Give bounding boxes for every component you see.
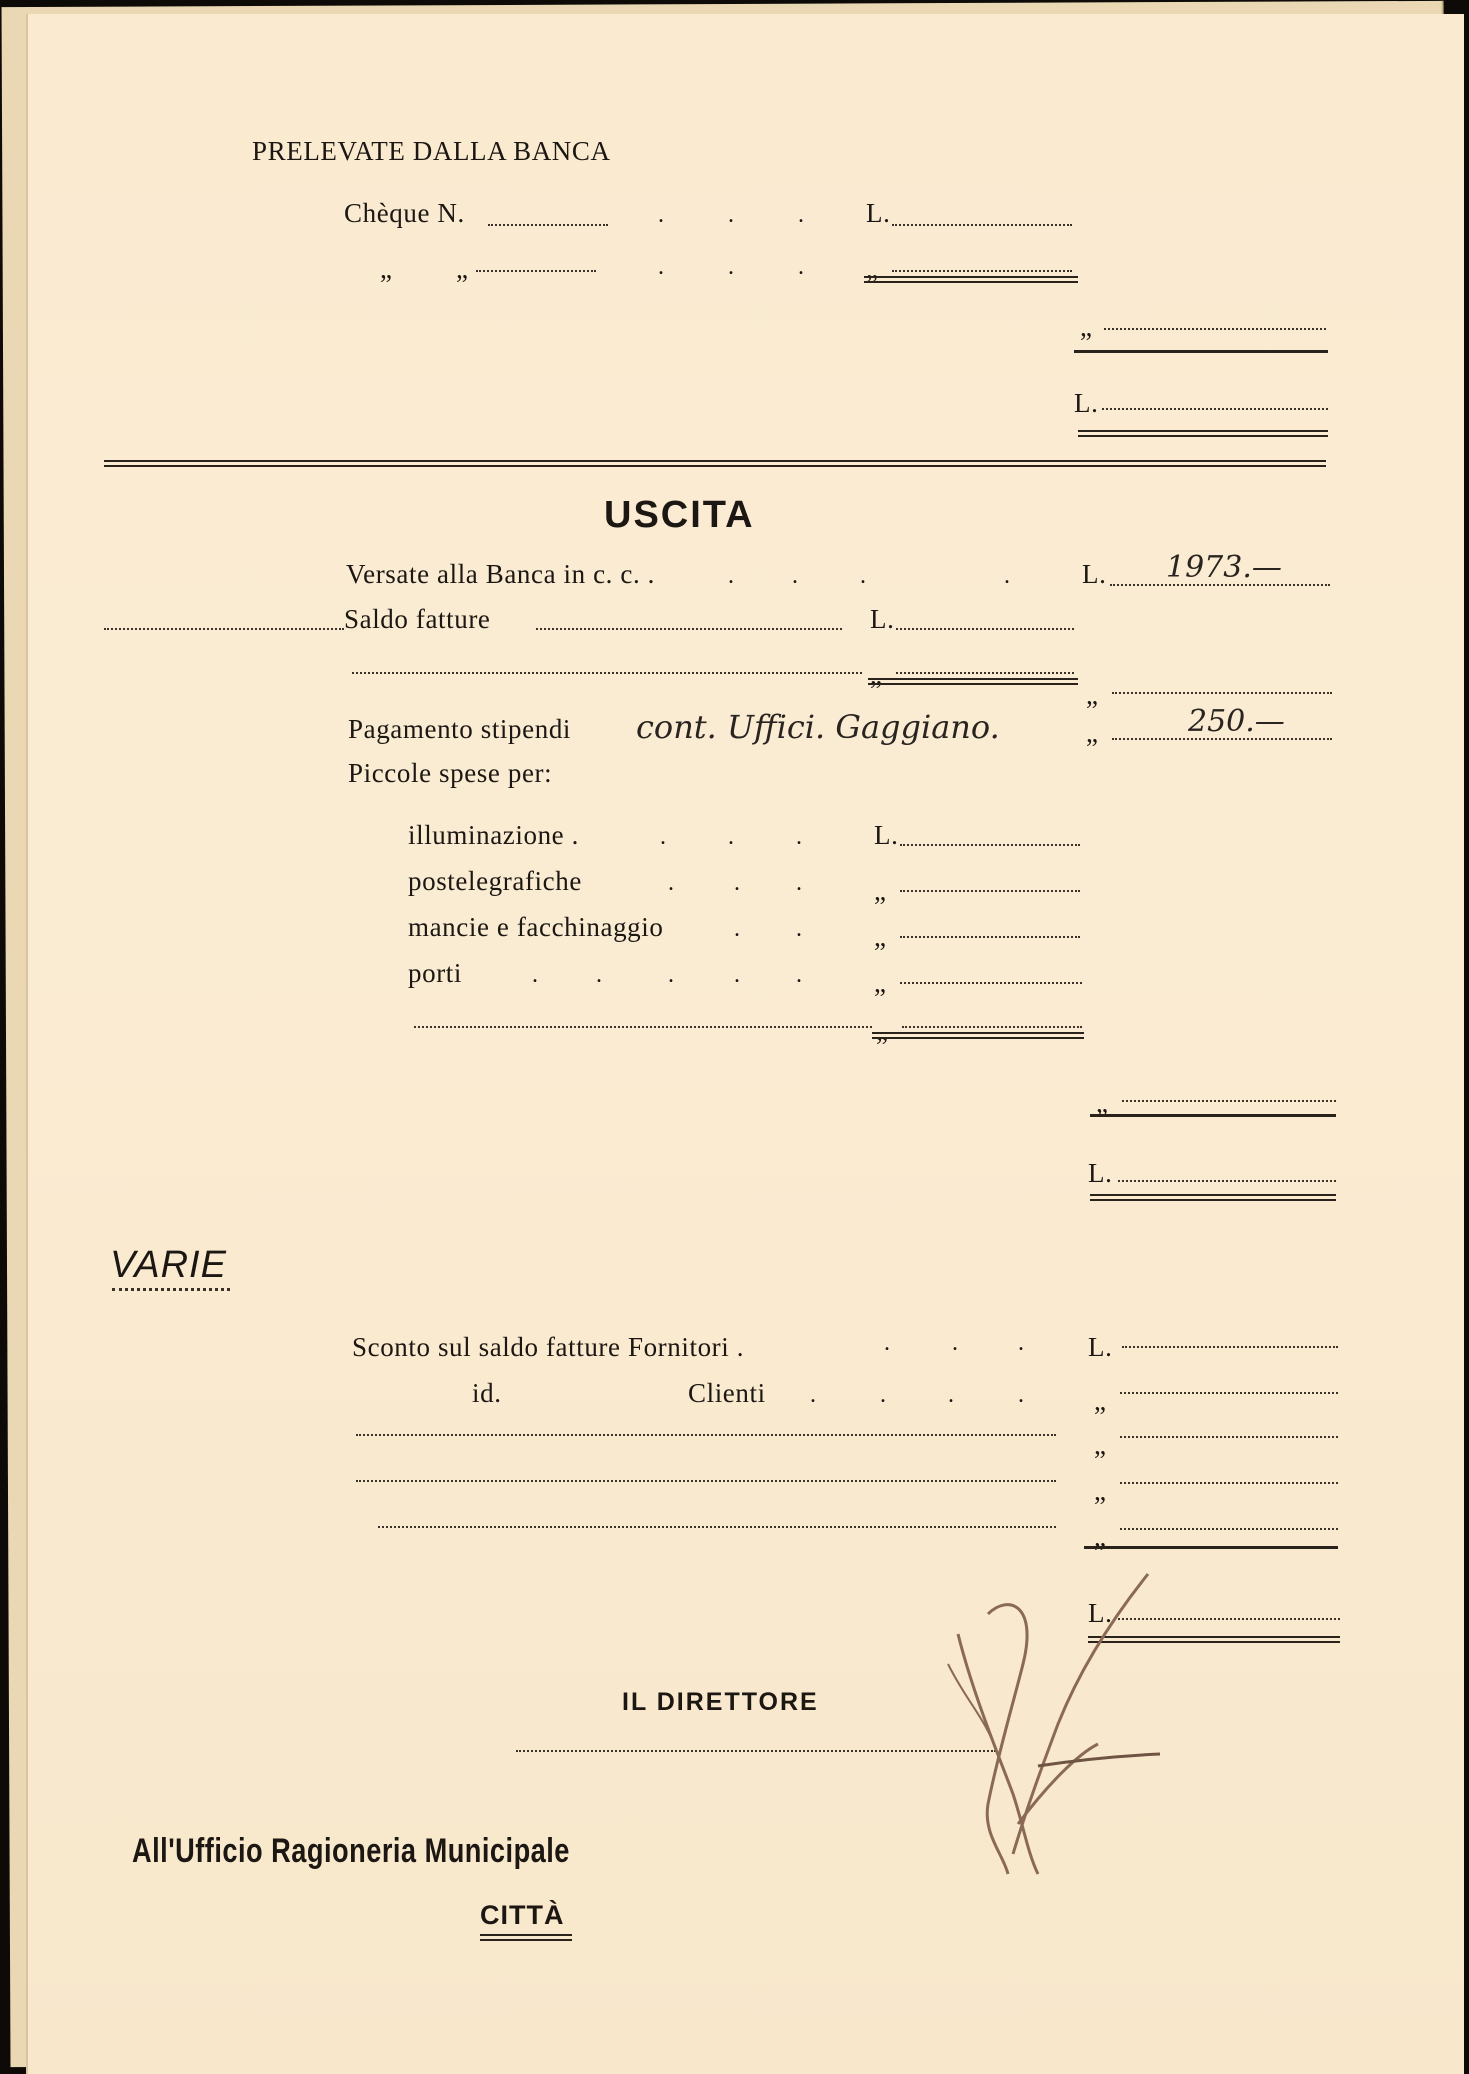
saldo-label: Saldo fatture	[344, 604, 491, 634]
sconto-fornitori-label: Sconto sul saldo fatture Fornitori .	[352, 1332, 745, 1362]
signature-line	[516, 1750, 996, 1752]
versate-label: Versate alla Banca in c. c. .	[346, 559, 656, 589]
prelevate-subtotal-line	[1104, 328, 1326, 330]
extra-amount-line	[896, 672, 1074, 674]
id-label: id.	[472, 1378, 502, 1408]
cheque-amount-line	[892, 224, 1072, 226]
prelevate-total-line	[1102, 408, 1328, 410]
piccole-spese-label: Piccole spese per:	[348, 758, 553, 788]
ditto-mark: „	[456, 254, 469, 284]
ditto-mark: „	[1094, 1522, 1107, 1552]
ditto-mark: „	[866, 254, 879, 284]
ditto-mark: „	[874, 968, 887, 998]
varie-title: VARIE	[110, 1244, 227, 1286]
illuminazione-amount-line	[900, 844, 1080, 846]
postelegrafiche-label: postelegrafiche	[408, 866, 582, 896]
ditto-mark: „	[1086, 680, 1099, 710]
ditto-mark: „	[1080, 312, 1093, 342]
sconto-clienti-amount-line	[1120, 1392, 1338, 1394]
ditto-mark: „	[1094, 1386, 1107, 1416]
director-signature	[928, 1554, 1168, 1884]
saldo-description-line	[104, 628, 344, 630]
direttore-label: IL DIRETTORE	[622, 1688, 819, 1716]
porti-label: porti	[408, 958, 462, 988]
varie-amount-line-3	[1120, 1528, 1338, 1530]
other-expense-line	[414, 1026, 872, 1028]
illuminazione-currency: L.	[874, 820, 899, 850]
cheque-currency: L.	[866, 198, 891, 228]
saldo-currency: L.	[870, 604, 895, 634]
sconto-fornitori-currency: L.	[1088, 1332, 1113, 1362]
mancie-amount-line	[900, 936, 1080, 938]
postelegrafiche-amount-line	[900, 890, 1080, 892]
citta-label: CITTÀ	[480, 1900, 565, 1930]
stipendi-note: cont. Uffici. Gaggiano.	[636, 708, 1000, 746]
varie-underline	[112, 1288, 230, 1291]
clienti-label: Clienti	[688, 1378, 766, 1408]
ditto-mark: „	[874, 876, 887, 906]
varie-amount-line-1	[1120, 1436, 1338, 1438]
versate-amount: 1973.—	[1166, 550, 1282, 585]
illuminazione-label: illuminazione .	[408, 820, 579, 850]
citta-underline	[480, 1934, 572, 1941]
ditto-mark: „	[1096, 1088, 1109, 1118]
stipendi-label: Pagamento stipendi	[348, 714, 572, 744]
prelevate-total-currency: L.	[1074, 388, 1099, 418]
form-sheet: PRELEVATE DALLA BANCA Chèque N. . . . L. „ „ . . . „ „ L. USCITA Versate alla Banca in c. c. . . . . . L. 1973.— Saldo fatture L. „ „ Pagamento stipendi cont. Uffici. Gaggiano. „ 250.— Piccole spese per: illuminazione . . . . L. postelegrafiche . . . „ mancie e facchinaggio . . „ porti . . . . . „ „ „ L. VARIE Sconto sul saldo fatture Fornitori . . . . L. id. Clienti . . . . „ „ „ „ L. IL DIRETTORE All'Ufficio Ragioneria Municipale CITTÀ	[28, 14, 1464, 2074]
cheque-amount-line-2	[892, 270, 1072, 272]
saldo-amount-line	[896, 628, 1074, 630]
sconto-fornitori-amount-line	[1122, 1346, 1338, 1348]
stipendi-amount: 250.—	[1188, 704, 1285, 739]
uscita-subtotal-line	[1112, 692, 1332, 694]
varie-description-line-2	[356, 1480, 1056, 1482]
prelevate-title: PRELEVATE DALLA BANCA	[252, 136, 611, 166]
ditto-mark: „	[874, 922, 887, 952]
ditto-mark: „	[876, 1016, 889, 1046]
uscita-subtotal-line-2	[1122, 1100, 1336, 1102]
ufficio-ragioneria-label: All'Ufficio Ragioneria Municipale	[132, 1832, 570, 1870]
section-separator	[104, 460, 1326, 467]
ditto-mark: „	[1086, 718, 1099, 748]
saldo-detail-line	[536, 628, 842, 630]
varie-total-currency: L.	[1088, 1598, 1113, 1628]
uscita-total-line	[1118, 1180, 1336, 1182]
varie-description-line-3	[378, 1526, 1056, 1528]
versate-currency: L.	[1082, 559, 1107, 589]
varie-amount-line-2	[1120, 1482, 1338, 1484]
ditto-mark: „	[380, 254, 393, 284]
cheque-label: Chèque N.	[344, 198, 465, 228]
porti-amount-line	[900, 982, 1082, 984]
mancie-label: mancie e facchinaggio	[408, 912, 664, 942]
uscita-total-currency: L.	[1088, 1158, 1113, 1188]
cheque-number-line	[488, 224, 608, 226]
ditto-mark: „	[1094, 1430, 1107, 1460]
other-expense-amount-line	[902, 1026, 1082, 1028]
ditto-mark: „	[1094, 1476, 1107, 1506]
ditto-mark: „	[870, 660, 883, 690]
cheque-number-line-2	[476, 270, 596, 272]
extra-description-line	[352, 672, 862, 674]
varie-description-line-1	[356, 1434, 1056, 1436]
uscita-title: USCITA	[604, 494, 755, 536]
